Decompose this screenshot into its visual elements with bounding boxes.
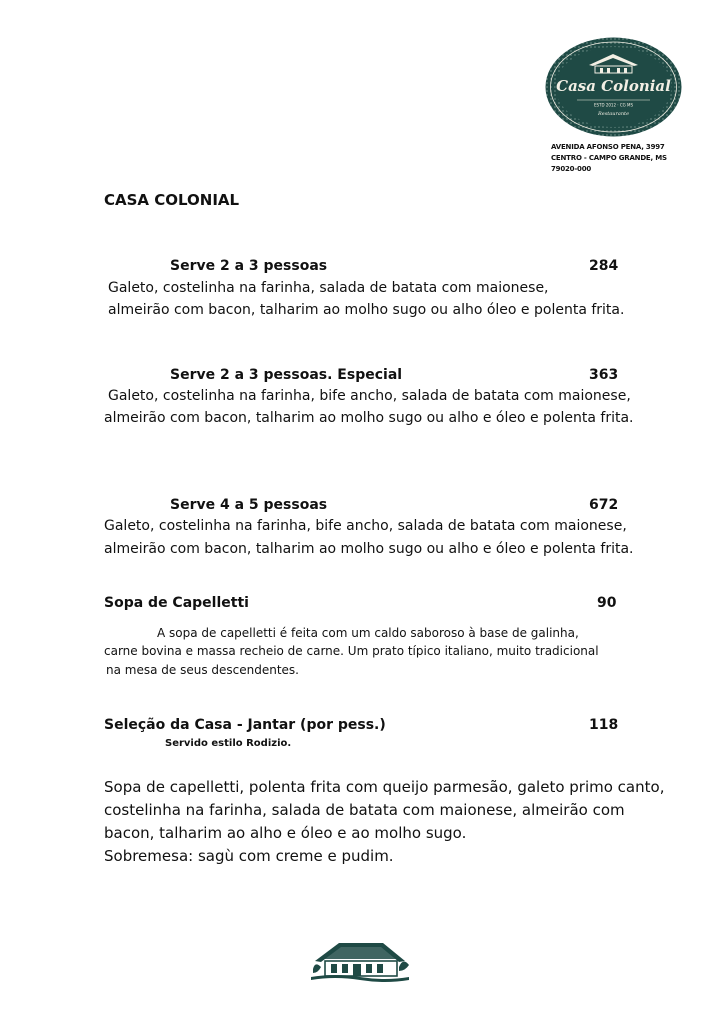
logo-small-text: ESTD 2012 · CG MS — [593, 102, 634, 108]
item-2-price: 363 — [589, 367, 619, 383]
soup-desc-2: carne bovina e massa recheio de carne. Um prato típico italiano, muito tradicional — [104, 644, 599, 658]
logo-script-text: Restaurante — [597, 111, 630, 117]
selection-desc-4: Sobremesa: sagù com creme e pudim. — [104, 847, 394, 865]
item-2-desc-2: almeirão com bacon, talharim ao molho sugo ou alho e óleo e polenta frita. — [104, 410, 634, 426]
soup-desc-3: na mesa de seus descendentes. — [106, 663, 299, 677]
selection-desc-2: costelinha na farinha, salada de batata com maionese, almeirão com — [104, 801, 625, 819]
item-1-price: 284 — [589, 258, 619, 274]
item-1-desc-2: almeirão com bacon, talharim ao molho sugo ou alho óleo e polenta frita. — [108, 302, 625, 318]
address-line-2: CENTRO - CAMPO GRANDE, MS — [551, 154, 667, 162]
item-2-name: Serve 2 a 3 pessoas. Especial — [170, 367, 403, 383]
selection-name: Seleção da Casa - Jantar (por pess.) — [104, 717, 386, 733]
selection-desc-1: Sopa de capelletti, polenta frita com queijo parmesão, galeto primo canto, — [104, 778, 665, 796]
item-3-desc-2: almeirão com bacon, talharim ao molho sugo ou alho e óleo e polenta frita. — [104, 541, 634, 557]
selection-price: 118 — [589, 717, 619, 733]
selection-subtitle: Servido estilo Rodizio. — [165, 738, 292, 749]
item-3-name: Serve 4 a 5 pessoas — [170, 497, 328, 513]
item-3-desc-1: Galeto, costelinha na farinha, bife ancho, salada de batata com maionese, — [104, 518, 627, 534]
item-1-desc-1: Galeto, costelinha na farinha, salada de batata com maionese, — [108, 280, 549, 296]
soup-price: 90 — [597, 595, 617, 611]
house-illustration-icon — [305, 937, 415, 985]
page-title: CASA COLONIAL — [104, 191, 240, 209]
address-line-1: AVENIDA AFONSO PENA, 3997 — [551, 143, 665, 151]
item-2-desc-1: Galeto, costelinha na farinha, bife ancho, salada de batata com maionese, — [108, 388, 631, 404]
casa-colonial-logo — [545, 37, 682, 137]
logo-name-text: Casa Colonial — [556, 77, 671, 95]
soup-name: Sopa de Capelletti — [104, 595, 249, 611]
item-1-name: Serve 2 a 3 pessoas — [170, 258, 328, 274]
address-line-3: 79020-000 — [551, 165, 592, 172]
selection-desc-3: bacon, talharim ao alho e óleo e ao molho sugo. — [104, 824, 467, 842]
soup-desc-1: A sopa de capelletti é feita com um caldo saboroso à base de galinha, — [157, 626, 579, 640]
item-3-price: 672 — [589, 497, 619, 513]
